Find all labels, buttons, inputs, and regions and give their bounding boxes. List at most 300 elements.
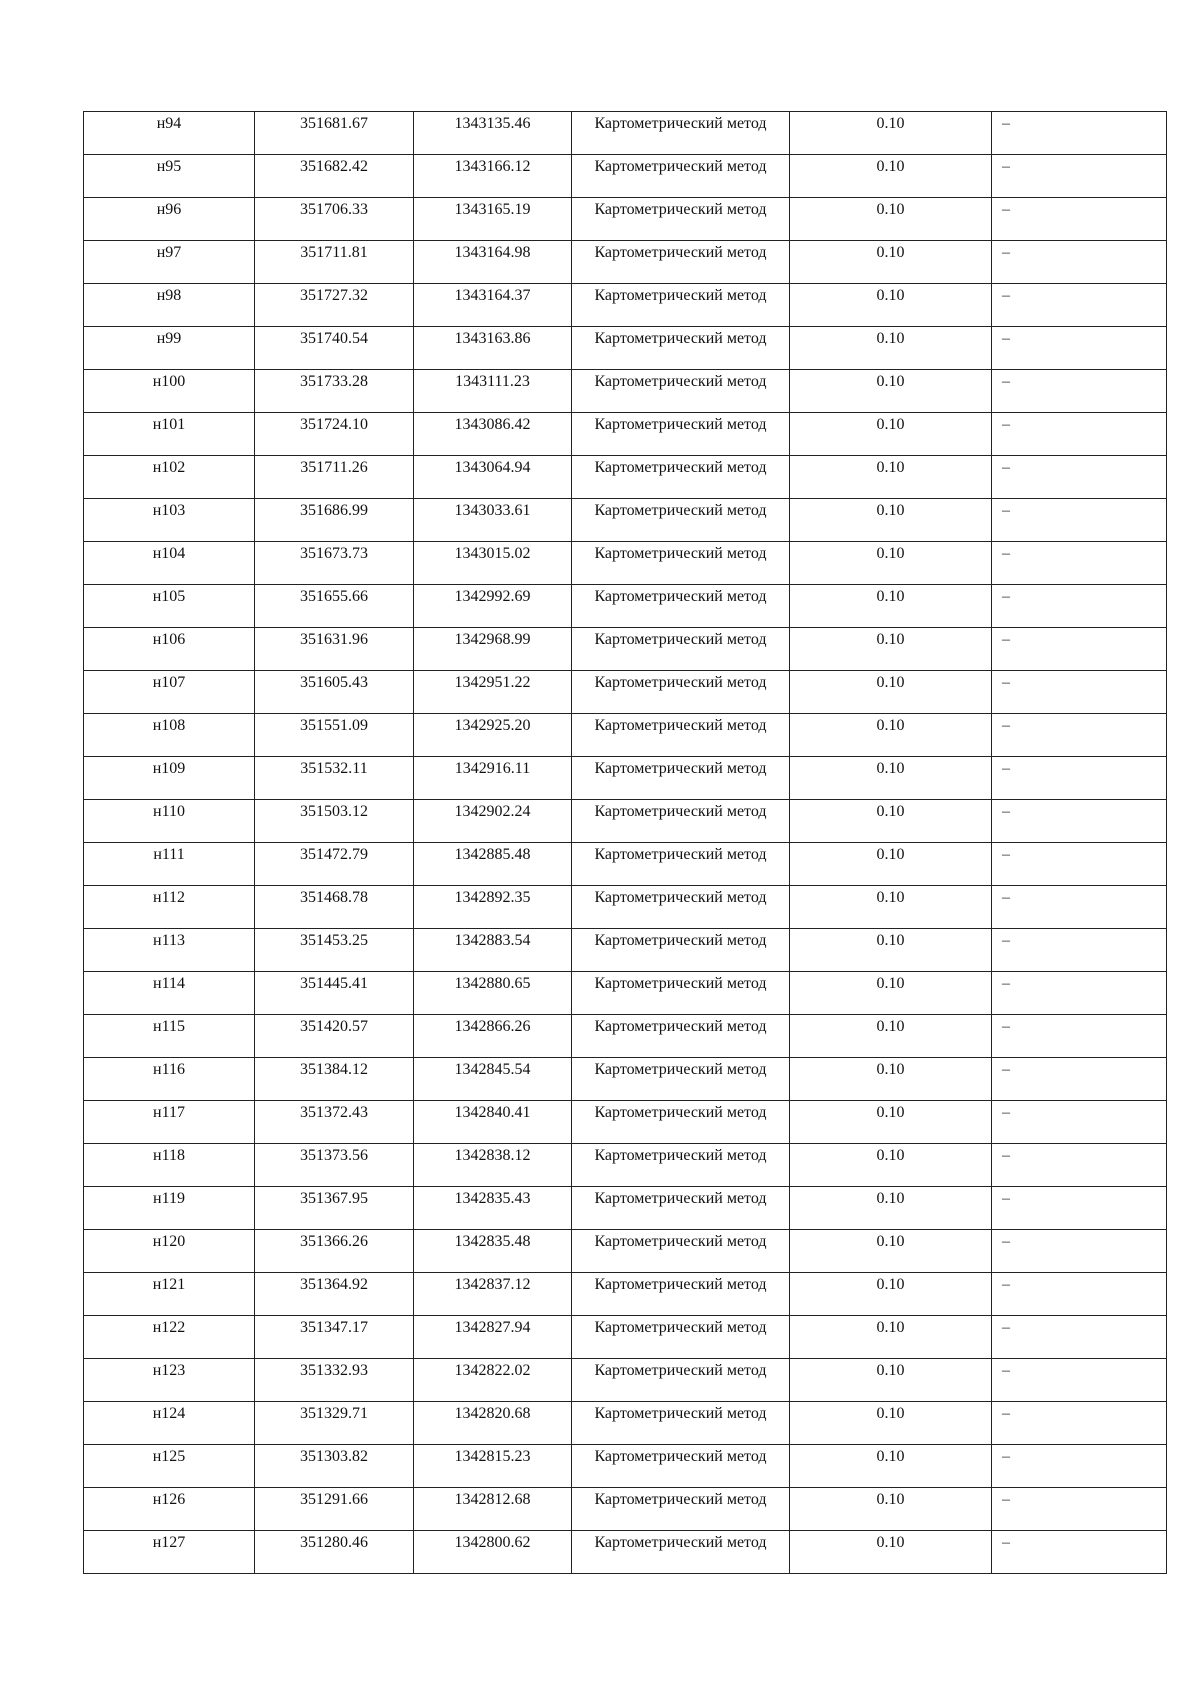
accuracy-cell [790, 112, 992, 155]
description-cell-text: – [1002, 502, 1010, 519]
x-coordinate-cell [255, 370, 414, 413]
x-coordinate-cell-text: 351384.12 [300, 1061, 368, 1078]
accuracy-cell [790, 241, 992, 284]
y-coordinate-cell-text: 1343164.37 [454, 287, 531, 304]
y-coordinate-cell [414, 284, 572, 327]
point-name-cell-text: н114 [153, 975, 185, 992]
point-name-cell [84, 886, 255, 929]
method-cell-text: Картометрический метод [594, 1319, 767, 1336]
description-cell-text: – [1002, 1061, 1010, 1078]
method-cell [572, 1402, 790, 1445]
description-cell [992, 112, 1167, 155]
y-coordinate-cell [414, 1144, 572, 1187]
table-row [84, 1359, 1167, 1402]
point-name-cell [84, 542, 255, 585]
description-cell [992, 456, 1167, 499]
description-cell [992, 413, 1167, 456]
point-name-cell [84, 1144, 255, 1187]
point-name-cell [84, 1187, 255, 1230]
point-name-cell [84, 1445, 255, 1488]
y-coordinate-cell-text: 1342835.43 [454, 1190, 531, 1207]
point-name-cell-text: н122 [152, 1319, 186, 1336]
method-cell-text: Картометрический метод [594, 1190, 767, 1207]
accuracy-cell-text: 0.10 [876, 1448, 905, 1465]
description-cell [992, 241, 1167, 284]
y-coordinate-cell [414, 1531, 572, 1574]
y-coordinate-cell [414, 1230, 572, 1273]
method-cell-text: Картометрический метод [594, 717, 767, 734]
method-cell-text: Картометрический метод [594, 631, 767, 648]
y-coordinate-cell [414, 1359, 572, 1402]
table-row [84, 499, 1167, 542]
description-cell [992, 585, 1167, 628]
x-coordinate-cell-text: 351291.66 [300, 1491, 368, 1508]
accuracy-cell [790, 929, 992, 972]
method-cell-text: Картометрический метод [594, 115, 767, 132]
table-row [84, 714, 1167, 757]
accuracy-cell [790, 585, 992, 628]
method-cell [572, 628, 790, 671]
accuracy-cell-text: 0.10 [876, 975, 905, 992]
method-cell-text: Картометрический метод [594, 1405, 767, 1422]
point-name-cell-text: н121 [152, 1276, 186, 1293]
method-cell-text: Картометрический метод [594, 502, 767, 519]
x-coordinate-cell [255, 1445, 414, 1488]
description-cell [992, 327, 1167, 370]
point-name-cell [84, 1230, 255, 1273]
table-row [84, 1058, 1167, 1101]
method-cell-text: Картометрический метод [594, 1491, 767, 1508]
accuracy-cell [790, 1230, 992, 1273]
description-cell [992, 714, 1167, 757]
point-name-cell-text: н103 [152, 502, 186, 519]
point-name-cell [84, 714, 255, 757]
accuracy-cell [790, 198, 992, 241]
table-row [84, 1144, 1167, 1187]
point-name-cell-text: н98 [156, 287, 182, 304]
method-cell-text: Картометрический метод [594, 244, 767, 261]
point-name-cell-text: н127 [152, 1534, 186, 1551]
x-coordinate-cell-text: 351686.99 [300, 502, 368, 519]
method-cell [572, 1144, 790, 1187]
description-cell [992, 499, 1167, 542]
table-row [84, 1230, 1167, 1273]
accuracy-cell [790, 1445, 992, 1488]
point-name-cell-text: н125 [152, 1448, 186, 1465]
method-cell [572, 1187, 790, 1230]
point-name-cell [84, 929, 255, 972]
x-coordinate-cell [255, 757, 414, 800]
description-cell-text: – [1002, 1233, 1010, 1250]
description-cell [992, 1316, 1167, 1359]
description-cell-text: – [1002, 330, 1010, 347]
accuracy-cell [790, 542, 992, 585]
description-cell [992, 628, 1167, 671]
point-name-cell-text: н104 [152, 545, 186, 562]
x-coordinate-cell-text: 351733.28 [300, 373, 368, 390]
y-coordinate-cell-text: 1342883.54 [454, 932, 531, 949]
accuracy-cell-text: 0.10 [876, 416, 905, 433]
method-cell [572, 112, 790, 155]
point-name-cell-text: н105 [152, 588, 186, 605]
description-cell-text: – [1002, 1319, 1010, 1336]
y-coordinate-cell-text: 1342800.62 [454, 1534, 531, 1551]
point-name-cell-text: н106 [152, 631, 186, 648]
description-cell-text: – [1002, 545, 1010, 562]
y-coordinate-cell-text: 1343165.19 [454, 201, 531, 218]
point-name-cell-text: н113 [153, 932, 185, 949]
method-cell [572, 972, 790, 1015]
y-coordinate-cell-text: 1343015.02 [454, 545, 531, 562]
description-cell-text: – [1002, 760, 1010, 777]
method-cell [572, 1015, 790, 1058]
x-coordinate-cell [255, 671, 414, 714]
point-name-cell [84, 112, 255, 155]
point-name-cell [84, 1488, 255, 1531]
y-coordinate-cell [414, 1402, 572, 1445]
description-cell [992, 1187, 1167, 1230]
y-coordinate-cell [414, 241, 572, 284]
method-cell [572, 1101, 790, 1144]
method-cell-text: Картометрический метод [594, 1061, 767, 1078]
y-coordinate-cell-text: 1342837.12 [454, 1276, 531, 1293]
description-cell-text: – [1002, 201, 1010, 218]
x-coordinate-cell [255, 1058, 414, 1101]
description-cell [992, 1230, 1167, 1273]
accuracy-cell-text: 0.10 [876, 760, 905, 777]
method-cell [572, 1273, 790, 1316]
point-name-cell [84, 284, 255, 327]
method-cell [572, 413, 790, 456]
accuracy-cell [790, 155, 992, 198]
point-name-cell-text: н109 [152, 760, 186, 777]
accuracy-cell [790, 1402, 992, 1445]
y-coordinate-cell-text: 1343033.61 [454, 502, 531, 519]
point-name-cell [84, 1058, 255, 1101]
table-row [84, 241, 1167, 284]
y-coordinate-cell-text: 1342845.54 [454, 1061, 531, 1078]
description-cell-text: – [1002, 803, 1010, 820]
accuracy-cell [790, 370, 992, 413]
x-coordinate-cell-text: 351366.26 [300, 1233, 368, 1250]
point-name-cell [84, 155, 255, 198]
method-cell-text: Картометрический метод [594, 416, 767, 433]
method-cell-text: Картометрический метод [594, 674, 767, 691]
method-cell-text: Картометрический метод [594, 1233, 767, 1250]
method-cell [572, 284, 790, 327]
y-coordinate-cell-text: 1342885.48 [454, 846, 531, 863]
description-cell [992, 1402, 1167, 1445]
coordinates-table [83, 111, 1167, 1574]
description-cell-text: – [1002, 1147, 1010, 1164]
description-cell-text: – [1002, 416, 1010, 433]
description-cell-text: – [1002, 244, 1010, 261]
x-coordinate-cell [255, 1488, 414, 1531]
x-coordinate-cell-text: 351453.25 [300, 932, 368, 949]
x-coordinate-cell-text: 351655.66 [300, 588, 368, 605]
x-coordinate-cell [255, 542, 414, 585]
y-coordinate-cell-text: 1342951.22 [454, 674, 531, 691]
y-coordinate-cell-text: 1342827.94 [454, 1319, 531, 1336]
method-cell-text: Картометрический метод [594, 760, 767, 777]
point-name-cell [84, 370, 255, 413]
x-coordinate-cell-text: 351303.82 [300, 1448, 368, 1465]
table-row [84, 1316, 1167, 1359]
method-cell-text: Картометрический метод [594, 1104, 767, 1121]
x-coordinate-cell-text: 351373.56 [300, 1147, 368, 1164]
table-row [84, 972, 1167, 1015]
description-cell-text: – [1002, 287, 1010, 304]
description-cell [992, 671, 1167, 714]
description-cell-text: – [1002, 932, 1010, 949]
description-cell [992, 1531, 1167, 1574]
point-name-cell-text: н111 [153, 846, 185, 863]
y-coordinate-cell [414, 843, 572, 886]
point-name-cell [84, 1101, 255, 1144]
y-coordinate-cell-text: 1342840.41 [454, 1104, 531, 1121]
x-coordinate-cell [255, 112, 414, 155]
x-coordinate-cell-text: 351605.43 [300, 674, 368, 691]
accuracy-cell [790, 843, 992, 886]
point-name-cell [84, 972, 255, 1015]
accuracy-cell [790, 671, 992, 714]
y-coordinate-cell-text: 1342925.20 [454, 717, 531, 734]
table-row [84, 1402, 1167, 1445]
x-coordinate-cell [255, 1359, 414, 1402]
description-cell [992, 1015, 1167, 1058]
y-coordinate-cell [414, 155, 572, 198]
description-cell [992, 370, 1167, 413]
point-name-cell-text: н119 [153, 1190, 185, 1207]
accuracy-cell-text: 0.10 [876, 330, 905, 347]
table-row [84, 456, 1167, 499]
description-cell-text: – [1002, 674, 1010, 691]
description-cell [992, 155, 1167, 198]
x-coordinate-cell [255, 1273, 414, 1316]
description-cell-text: – [1002, 1448, 1010, 1465]
point-name-cell-text: н108 [152, 717, 186, 734]
method-cell [572, 456, 790, 499]
method-cell-text: Картометрический метод [594, 975, 767, 992]
x-coordinate-cell [255, 800, 414, 843]
method-cell [572, 198, 790, 241]
y-coordinate-cell-text: 1343163.86 [454, 330, 531, 347]
x-coordinate-cell-text: 351532.11 [300, 760, 368, 777]
description-cell [992, 929, 1167, 972]
accuracy-cell-text: 0.10 [876, 631, 905, 648]
point-name-cell [84, 198, 255, 241]
y-coordinate-cell-text: 1342892.35 [454, 889, 531, 906]
x-coordinate-cell [255, 1101, 414, 1144]
point-name-cell [84, 413, 255, 456]
point-name-cell-text: н102 [152, 459, 186, 476]
description-cell-text: – [1002, 1362, 1010, 1379]
point-name-cell-text: н107 [152, 674, 186, 691]
accuracy-cell [790, 972, 992, 1015]
y-coordinate-cell [414, 413, 572, 456]
description-cell-text: – [1002, 158, 1010, 175]
table-row [84, 757, 1167, 800]
method-cell [572, 1531, 790, 1574]
y-coordinate-cell-text: 1342992.69 [454, 588, 531, 605]
description-cell [992, 1101, 1167, 1144]
method-cell [572, 1488, 790, 1531]
point-name-cell-text: н120 [152, 1233, 186, 1250]
point-name-cell [84, 1015, 255, 1058]
point-name-cell-text: н95 [156, 158, 182, 175]
x-coordinate-cell [255, 1144, 414, 1187]
description-cell [992, 1488, 1167, 1531]
accuracy-cell [790, 1531, 992, 1574]
point-name-cell [84, 241, 255, 284]
x-coordinate-cell [255, 929, 414, 972]
description-cell-text: – [1002, 1405, 1010, 1422]
point-name-cell [84, 1531, 255, 1574]
method-cell-text: Картометрический метод [594, 1147, 767, 1164]
y-coordinate-cell [414, 456, 572, 499]
method-cell-text: Картометрический метод [594, 846, 767, 863]
point-name-cell-text: н123 [152, 1362, 186, 1379]
accuracy-cell [790, 1359, 992, 1402]
x-coordinate-cell-text: 351332.93 [300, 1362, 368, 1379]
x-coordinate-cell [255, 1015, 414, 1058]
x-coordinate-cell [255, 843, 414, 886]
point-name-cell-text: н126 [152, 1491, 186, 1508]
x-coordinate-cell-text: 351472.79 [300, 846, 368, 863]
accuracy-cell-text: 0.10 [876, 1147, 905, 1164]
x-coordinate-cell [255, 327, 414, 370]
x-coordinate-cell-text: 351280.46 [300, 1534, 368, 1551]
accuracy-cell-text: 0.10 [876, 545, 905, 562]
accuracy-cell-text: 0.10 [876, 803, 905, 820]
coordinates-table-body [84, 112, 1167, 1574]
x-coordinate-cell [255, 585, 414, 628]
y-coordinate-cell [414, 628, 572, 671]
y-coordinate-cell-text: 1342815.23 [454, 1448, 531, 1465]
x-coordinate-cell-text: 351724.10 [300, 416, 368, 433]
description-cell [992, 1445, 1167, 1488]
table-row [84, 1445, 1167, 1488]
description-cell-text: – [1002, 588, 1010, 605]
point-name-cell-text: н112 [153, 889, 185, 906]
accuracy-cell [790, 1058, 992, 1101]
description-cell-text: – [1002, 1018, 1010, 1035]
method-cell-text: Картометрический метод [594, 1534, 767, 1551]
method-cell [572, 1058, 790, 1101]
y-coordinate-cell [414, 1187, 572, 1230]
y-coordinate-cell-text: 1342880.65 [454, 975, 531, 992]
method-cell [572, 1316, 790, 1359]
method-cell-text: Картометрический метод [594, 459, 767, 476]
description-cell-text: – [1002, 115, 1010, 132]
accuracy-cell-text: 0.10 [876, 287, 905, 304]
description-cell-text: – [1002, 631, 1010, 648]
table-row [84, 628, 1167, 671]
method-cell-text: Картометрический метод [594, 545, 767, 562]
accuracy-cell [790, 1144, 992, 1187]
table-row [84, 671, 1167, 714]
point-name-cell-text: н96 [156, 201, 182, 218]
y-coordinate-cell-text: 1342820.68 [454, 1405, 531, 1422]
method-cell [572, 800, 790, 843]
accuracy-cell-text: 0.10 [876, 846, 905, 863]
x-coordinate-cell-text: 351727.32 [300, 287, 368, 304]
description-cell-text: – [1002, 1190, 1010, 1207]
table-row [84, 929, 1167, 972]
point-name-cell [84, 585, 255, 628]
method-cell-text: Картометрический метод [594, 803, 767, 820]
accuracy-cell [790, 499, 992, 542]
accuracy-cell-text: 0.10 [876, 674, 905, 691]
x-coordinate-cell [255, 1402, 414, 1445]
method-cell [572, 1445, 790, 1488]
point-name-cell-text: н117 [153, 1104, 185, 1121]
y-coordinate-cell [414, 886, 572, 929]
accuracy-cell-text: 0.10 [876, 1491, 905, 1508]
method-cell [572, 757, 790, 800]
description-cell-text: – [1002, 1104, 1010, 1121]
accuracy-cell-text: 0.10 [876, 502, 905, 519]
description-cell [992, 284, 1167, 327]
x-coordinate-cell-text: 351503.12 [300, 803, 368, 820]
point-name-cell [84, 800, 255, 843]
point-name-cell-text: н94 [156, 115, 182, 132]
y-coordinate-cell-text: 1342968.99 [454, 631, 531, 648]
description-cell [992, 843, 1167, 886]
x-coordinate-cell-text: 351551.09 [300, 717, 368, 734]
y-coordinate-cell [414, 1316, 572, 1359]
table-row [84, 886, 1167, 929]
accuracy-cell-text: 0.10 [876, 588, 905, 605]
method-cell [572, 327, 790, 370]
y-coordinate-cell-text: 1342902.24 [454, 803, 531, 820]
point-name-cell [84, 327, 255, 370]
point-name-cell [84, 1273, 255, 1316]
y-coordinate-cell-text: 1342838.12 [454, 1147, 531, 1164]
method-cell-text: Картометрический метод [594, 588, 767, 605]
y-coordinate-cell-text: 1343166.12 [454, 158, 531, 175]
point-name-cell [84, 1316, 255, 1359]
accuracy-cell [790, 1316, 992, 1359]
point-name-cell [84, 628, 255, 671]
table-row [84, 800, 1167, 843]
x-coordinate-cell-text: 351445.41 [300, 975, 368, 992]
point-name-cell-text: н124 [152, 1405, 186, 1422]
y-coordinate-cell [414, 198, 572, 241]
method-cell-text: Картометрический метод [594, 932, 767, 949]
y-coordinate-cell-text: 1342916.11 [454, 760, 531, 777]
method-cell [572, 671, 790, 714]
accuracy-cell [790, 757, 992, 800]
x-coordinate-cell-text: 351347.17 [300, 1319, 368, 1336]
y-coordinate-cell-text: 1343135.46 [454, 115, 531, 132]
y-coordinate-cell [414, 972, 572, 1015]
table-row [84, 1101, 1167, 1144]
y-coordinate-cell-text: 1342812.68 [454, 1491, 531, 1508]
x-coordinate-cell-text: 351740.54 [300, 330, 368, 347]
table-row [84, 1015, 1167, 1058]
accuracy-cell [790, 1273, 992, 1316]
x-coordinate-cell-text: 351706.33 [300, 201, 368, 218]
accuracy-cell [790, 327, 992, 370]
y-coordinate-cell [414, 800, 572, 843]
point-name-cell [84, 671, 255, 714]
y-coordinate-cell [414, 929, 572, 972]
x-coordinate-cell-text: 351682.42 [300, 158, 368, 175]
accuracy-cell-text: 0.10 [876, 158, 905, 175]
table-row [84, 198, 1167, 241]
x-coordinate-cell-text: 351420.57 [300, 1018, 368, 1035]
